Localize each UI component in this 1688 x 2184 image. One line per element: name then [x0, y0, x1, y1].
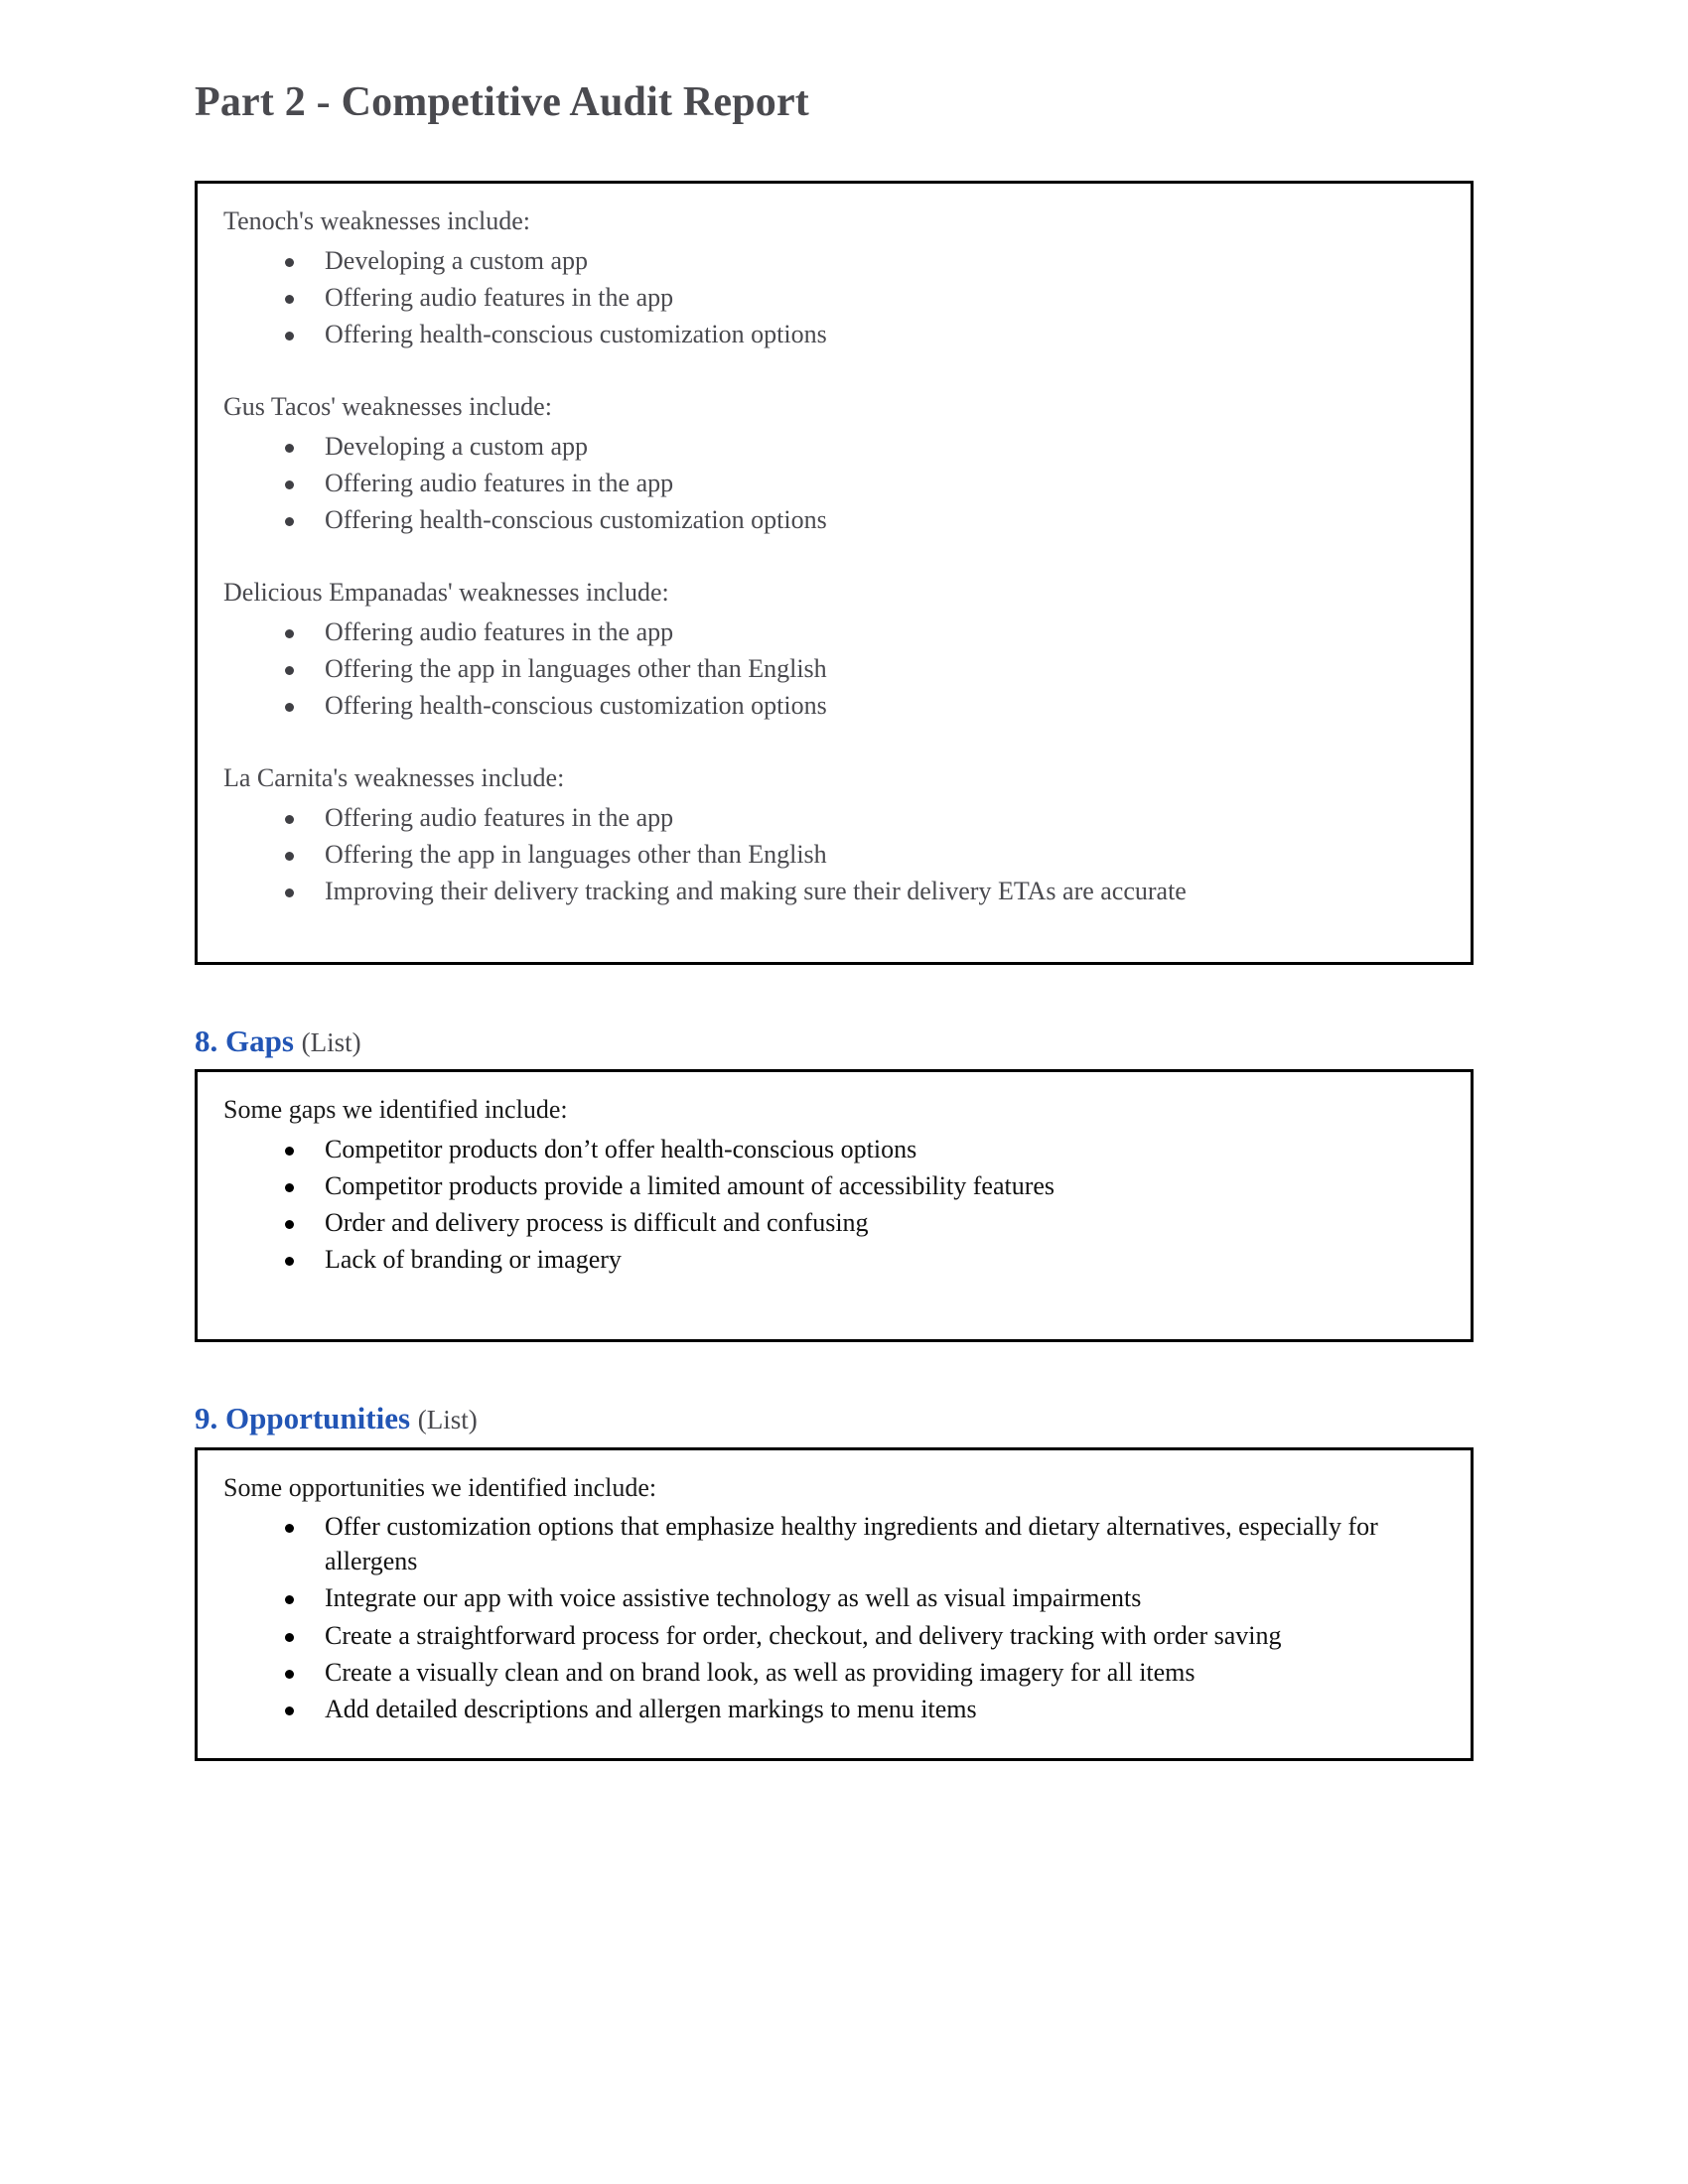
- weakness-group-lead: La Carnita's weaknesses include:: [223, 763, 565, 793]
- list-item: Offering audio features in the app: [223, 280, 1445, 315]
- list-item: Competitor products provide a limited amount of accessibility features: [223, 1168, 1445, 1203]
- opportunities-list: [223, 1509, 1445, 1726]
- list-item: Lack of branding or imagery: [223, 1242, 1445, 1277]
- page-content: [195, 79, 1476, 1761]
- list-item: Improving their delivery tracking and making sure their delivery ETAs are accurate: [223, 874, 1445, 908]
- list-item: Offering audio features in the app: [223, 614, 1445, 649]
- list-item: Developing a custom app: [223, 429, 1445, 464]
- section-heading-number: 8. Gaps: [195, 1024, 294, 1059]
- weakness-list: [223, 243, 1445, 351]
- section-heading-suffix: (List): [417, 1405, 478, 1435]
- list-item: Integrate our app with voice assistive technology as well as visual impairments: [223, 1580, 1445, 1615]
- weakness-group-lead: Tenoch's weaknesses include:: [223, 206, 530, 236]
- list-item: Competitor products don’t offer health-conscious options: [223, 1132, 1445, 1166]
- weakness-group-delicious-empanadas: [223, 577, 1445, 723]
- list-item: Offering health-conscious customization options: [223, 688, 1445, 723]
- list-item: Offering audio features in the app: [223, 800, 1445, 835]
- gaps-box: [195, 1069, 1474, 1342]
- list-item: Offer customization options that emphasize healthy ingredients and dietary alternatives, especially for allergens: [223, 1509, 1445, 1578]
- gaps-lead: Some gaps we identified include:: [223, 1095, 568, 1125]
- weakness-group-tenoch: [223, 205, 1445, 351]
- list-item: Offering health-conscious customization options: [223, 317, 1445, 351]
- list-item: Order and delivery process is difficult and confusing: [223, 1205, 1445, 1240]
- weakness-group-gus-tacos: [223, 391, 1445, 537]
- list-item: Create a visually clean and on brand look, as well as providing imagery for all items: [223, 1655, 1445, 1690]
- list-item: Offering the app in languages other than English: [223, 651, 1445, 686]
- list-item: Offering audio features in the app: [223, 466, 1445, 500]
- weakness-list: [223, 429, 1445, 537]
- section-heading-number: 9. Opportunities: [195, 1401, 411, 1436]
- list-item: Create a straightforward process for order, checkout, and delivery tracking with order saving: [223, 1618, 1445, 1653]
- list-item: Developing a custom app: [223, 243, 1445, 278]
- page-title: Part 2 - Competitive Audit Report: [195, 79, 809, 125]
- section-heading-gaps: [195, 1023, 1476, 1059]
- section-heading-suffix: (List): [301, 1027, 361, 1058]
- list-item: Offering health-conscious customization options: [223, 502, 1445, 537]
- weakness-group-la-carnita: [223, 762, 1445, 908]
- weakness-group-lead: Delicious Empanadas' weaknesses include:: [223, 578, 669, 608]
- section-heading-opportunities: [195, 1400, 1476, 1436]
- opportunities-lead: Some opportunities we identified include:: [223, 1472, 657, 1502]
- list-item: Add detailed descriptions and allergen markings to menu items: [223, 1692, 1445, 1726]
- weakness-list: [223, 800, 1445, 908]
- weaknesses-box: [195, 181, 1474, 965]
- list-item: Offering the app in languages other than English: [223, 837, 1445, 872]
- weakness-list: [223, 614, 1445, 723]
- gaps-list: [223, 1132, 1445, 1277]
- opportunities-box: [195, 1447, 1474, 1761]
- weakness-group-lead: Gus Tacos' weaknesses include:: [223, 392, 552, 422]
